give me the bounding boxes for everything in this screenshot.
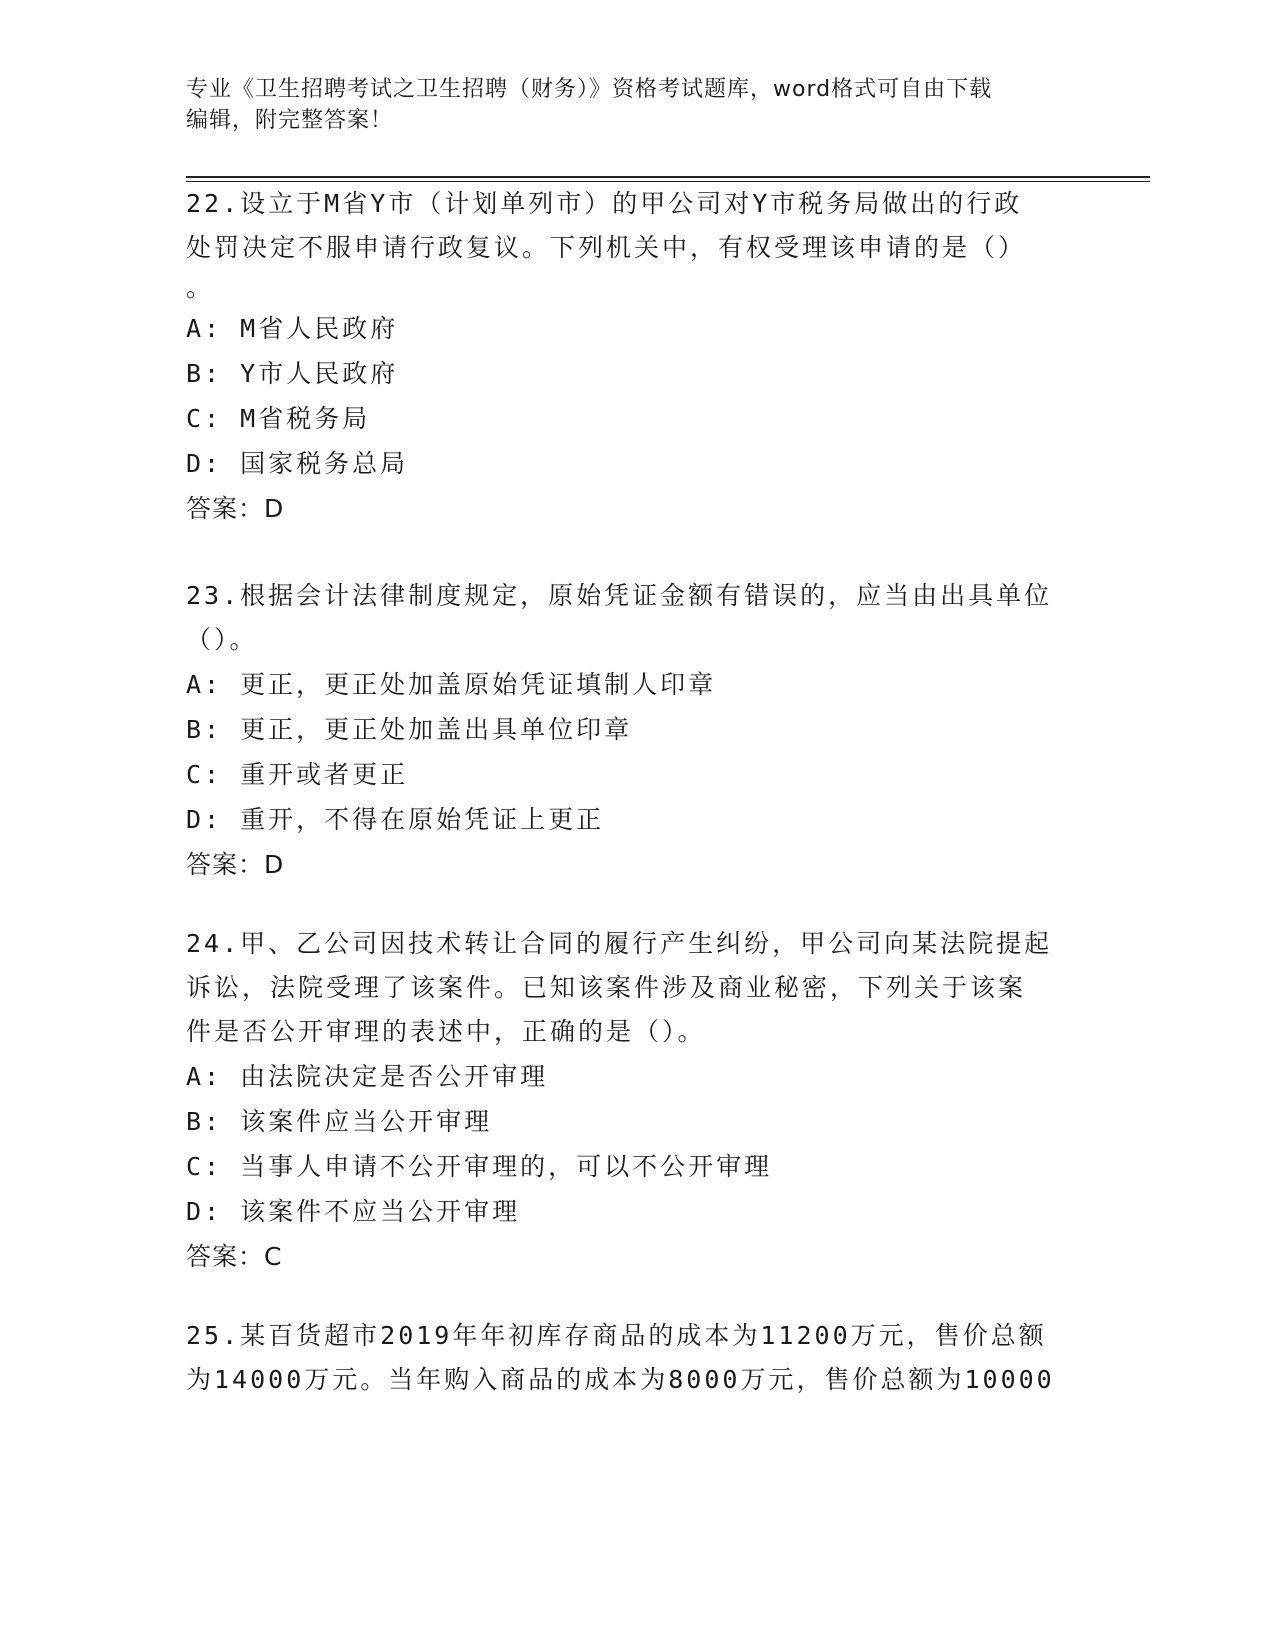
question-stem-line: 23.根据会计法律制度规定，原始凭证金额有错误的，应当由出具单位 [186, 581, 1053, 610]
question-stem-line: 诉讼，法院受理了该案件。已知该案件涉及商业秘密，下列关于该案 [186, 973, 1027, 1002]
option-d: D: 重开，不得在原始凭证上更正 [186, 805, 605, 834]
question-25 [186, 1314, 1076, 1402]
question-stem-line: （）。 [186, 625, 258, 654]
question-stem-line: 件是否公开审理的表述中，正确的是（）。 [186, 1017, 706, 1046]
option-a: A: 由法院决定是否公开审理 [186, 1062, 549, 1091]
question-23 [186, 574, 1076, 887]
option-c: C: 当事人申请不公开审理的，可以不公开审理 [186, 1152, 773, 1181]
option-a: A: M省人民政府 [186, 314, 399, 343]
question-stem-line: 。 [186, 273, 215, 302]
option-b: B: 该案件应当公开审理 [186, 1107, 493, 1136]
question-24 [186, 922, 1076, 1279]
option-d: D: 国家税务总局 [186, 449, 409, 478]
option-b: B: Y市人民政府 [186, 359, 399, 388]
header-line-2: 编辑，附完整答案！ [186, 108, 394, 133]
question-stem-line: 25.某百货超市2019年年初库存商品的成本为11200万元，售价总额 [186, 1321, 1047, 1350]
question-stem-line: 为14000万元。当年购入商品的成本为8000万元，售价总额为10000 [186, 1365, 1055, 1394]
header-line-1: 专业《卫生招聘考试之卫生招聘（财务）》资格考试题库，word格式可自由下载 [186, 77, 993, 102]
option-d: D: 该案件不应当公开审理 [186, 1197, 521, 1226]
question-stem-line: 24.甲、乙公司因技术转让合同的履行产生纠纷，甲公司向某法院提起 [186, 929, 1053, 958]
question-stem-line: 处罚决定不服申请行政复议。下列机关中，有权受理该申请的是（） [186, 233, 1027, 262]
answer: 答案：D [186, 850, 285, 879]
option-c: C: 重开或者更正 [186, 760, 409, 789]
document-header [186, 74, 1076, 136]
header-divider-thick [186, 176, 1150, 178]
question-22 [186, 182, 1076, 531]
answer: 答案：C [186, 1242, 283, 1271]
answer: 答案：D [186, 494, 285, 523]
option-a: A: 更正，更正处加盖原始凭证填制人印章 [186, 670, 717, 699]
option-c: C: M省税务局 [186, 404, 371, 433]
option-b: B: 更正，更正处加盖出具单位印章 [186, 715, 633, 744]
question-stem-line: 22.设立于M省Y市（计划单列市）的甲公司对Y市税务局做出的行政 [186, 189, 1023, 218]
